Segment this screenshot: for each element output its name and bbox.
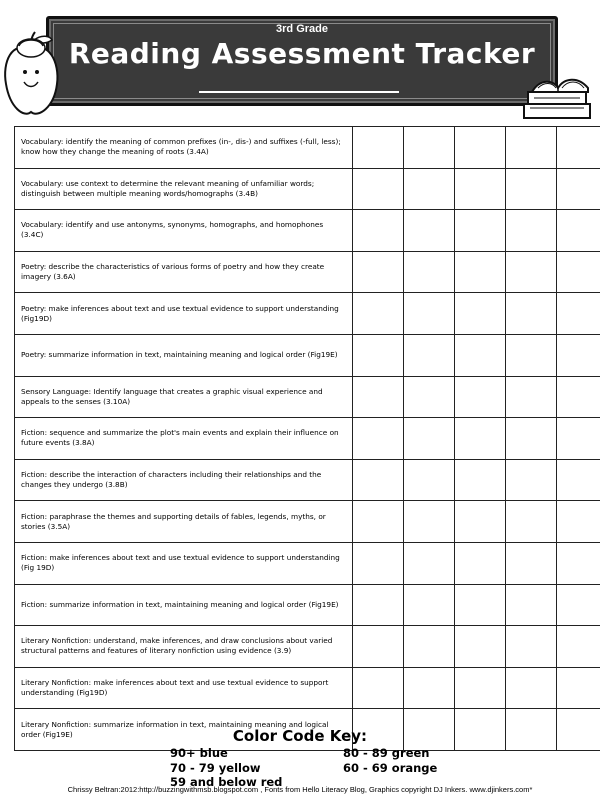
score-cell [455, 626, 506, 668]
score-cell [353, 210, 404, 252]
score-cell [557, 626, 600, 668]
score-cell [455, 584, 506, 626]
objective-cell: Poetry: make inferences about text and use textual evidence to support understanding (Fig19D) [15, 293, 353, 335]
score-cell [404, 459, 455, 501]
score-cell [506, 418, 557, 460]
table-row [15, 667, 600, 709]
score-cell [557, 293, 600, 335]
table-row [15, 459, 600, 501]
table-row [15, 334, 600, 376]
score-cell [455, 168, 506, 210]
score-cell [557, 542, 600, 584]
table-row [15, 251, 600, 293]
score-cell [455, 376, 506, 418]
score-cell [404, 667, 455, 709]
table-row [15, 501, 600, 543]
credit-line: Chrissy Beltran:2012:http://buzzingwithmsb.blogspot.com , Fonts from Hello Literacy Blog, Graphics copyright DJ Inkers. www.djinkers.com* [67, 785, 533, 794]
score-cell [404, 127, 455, 169]
table-row [15, 127, 600, 169]
score-cell [404, 626, 455, 668]
assessment-table [14, 126, 600, 751]
key-blue: 90+ blue [170, 746, 228, 760]
score-cell [404, 293, 455, 335]
score-cell [557, 334, 600, 376]
table-row [15, 418, 600, 460]
score-cell [506, 376, 557, 418]
objective-cell: Fiction: paraphrase the themes and supporting details of fables, legends, myths, or stories (3.5A) [15, 501, 353, 543]
score-cell [455, 127, 506, 169]
score-cell [353, 542, 404, 584]
score-cell [557, 127, 600, 169]
objective-cell: Poetry: summarize information in text, maintaining meaning and logical order (Fig19E) [15, 334, 353, 376]
score-cell [455, 334, 506, 376]
score-cell [353, 626, 404, 668]
score-cell [557, 376, 600, 418]
score-cell [353, 584, 404, 626]
score-cell [455, 251, 506, 293]
apple-character-icon [2, 28, 60, 120]
score-cell [557, 168, 600, 210]
table-row [15, 584, 600, 626]
objective-cell: Fiction: sequence and summarize the plot's main events and explain their influence on future events (3.8A) [15, 418, 353, 460]
score-cell [557, 667, 600, 709]
page-title: Reading Assessment Tracker [68, 37, 536, 70]
score-cell [557, 501, 600, 543]
score-cell [404, 501, 455, 543]
objective-cell: Literary Nonfiction: summarize information in text, maintaining meaning and logical order (Fig19E) [15, 709, 353, 751]
objective-cell: Poetry: describe the characteristics of various forms of poetry and how they create imagery (3.6A) [15, 251, 353, 293]
score-cell [404, 251, 455, 293]
score-cell [506, 293, 557, 335]
grade-label: 3rd Grade [276, 23, 328, 35]
objective-cell: Fiction: make inferences about text and use textual evidence to support understanding (Fig 19D) [15, 542, 353, 584]
objective-cell: Literary Nonfiction: make inferences about text and use textual evidence to support understanding (Fig19D) [15, 667, 353, 709]
table-row [15, 168, 600, 210]
books-stack-icon [518, 58, 598, 122]
score-cell [455, 501, 506, 543]
table-row [15, 376, 600, 418]
score-cell [506, 168, 557, 210]
key-red: 59 and below red [170, 775, 283, 789]
score-cell [455, 542, 506, 584]
table-row [15, 626, 600, 668]
header [2, 4, 598, 120]
score-cell [353, 459, 404, 501]
score-cell [455, 293, 506, 335]
score-cell [557, 418, 600, 460]
score-cell [506, 542, 557, 584]
objective-cell: Vocabulary: identify the meaning of common prefixes (in-, dis-) and suffixes (-full, less); know how they change the meaning of roots (3.4A) [15, 127, 353, 169]
score-cell [506, 626, 557, 668]
score-cell [353, 667, 404, 709]
score-cell [557, 210, 600, 252]
key-green: 80 - 89 green [343, 746, 430, 760]
score-cell [557, 251, 600, 293]
score-cell [404, 334, 455, 376]
score-cell [455, 418, 506, 460]
score-cell [353, 501, 404, 543]
score-cell [506, 584, 557, 626]
name-line [199, 91, 399, 93]
score-cell [455, 667, 506, 709]
score-cell [353, 127, 404, 169]
score-cell [455, 210, 506, 252]
objective-cell: Fiction: describe the interaction of characters including their relationships and the changes they undergo (3.8B) [15, 459, 353, 501]
score-cell [353, 168, 404, 210]
table-row [15, 210, 600, 252]
score-cell [557, 584, 600, 626]
score-cell [506, 251, 557, 293]
score-cell [404, 168, 455, 210]
score-cell [404, 418, 455, 460]
key-orange: 60 - 69 orange [343, 761, 438, 775]
score-cell [353, 293, 404, 335]
score-cell [404, 210, 455, 252]
score-cell [506, 459, 557, 501]
score-cell [557, 459, 600, 501]
objective-cell: Literary Nonfiction: understand, make inferences, and draw conclusions about varied structural patterns and features of literary nonfiction using evidence (3.9) [15, 626, 353, 668]
score-cell [404, 584, 455, 626]
table-row [15, 293, 600, 335]
score-cell [353, 376, 404, 418]
score-cell [353, 418, 404, 460]
score-cell [404, 542, 455, 584]
score-cell [353, 251, 404, 293]
score-cell [455, 459, 506, 501]
score-cell [506, 127, 557, 169]
chalkboard-banner [46, 16, 558, 106]
objective-cell: Sensory Language: Identify language that creates a graphic visual experience and appeals to the senses (3.10A) [15, 376, 353, 418]
color-key-title: Color Code Key: [232, 727, 368, 745]
score-cell [506, 667, 557, 709]
score-cell [506, 334, 557, 376]
objective-cell: Vocabulary: identify and use antonyms, synonyms, homographs, and homophones (3.4C) [15, 210, 353, 252]
objective-cell: Fiction: summarize information in text, maintaining meaning and logical order (Fig19E) [15, 584, 353, 626]
score-cell [404, 376, 455, 418]
key-yellow: 70 - 79 yellow [170, 761, 261, 775]
score-cell [506, 501, 557, 543]
table-row [15, 542, 600, 584]
objective-cell: Vocabulary: use context to determine the relevant meaning of unfamiliar words; distinguish between multiple meaning words/homographs (3.4B) [15, 168, 353, 210]
score-cell [353, 334, 404, 376]
score-cell [506, 210, 557, 252]
